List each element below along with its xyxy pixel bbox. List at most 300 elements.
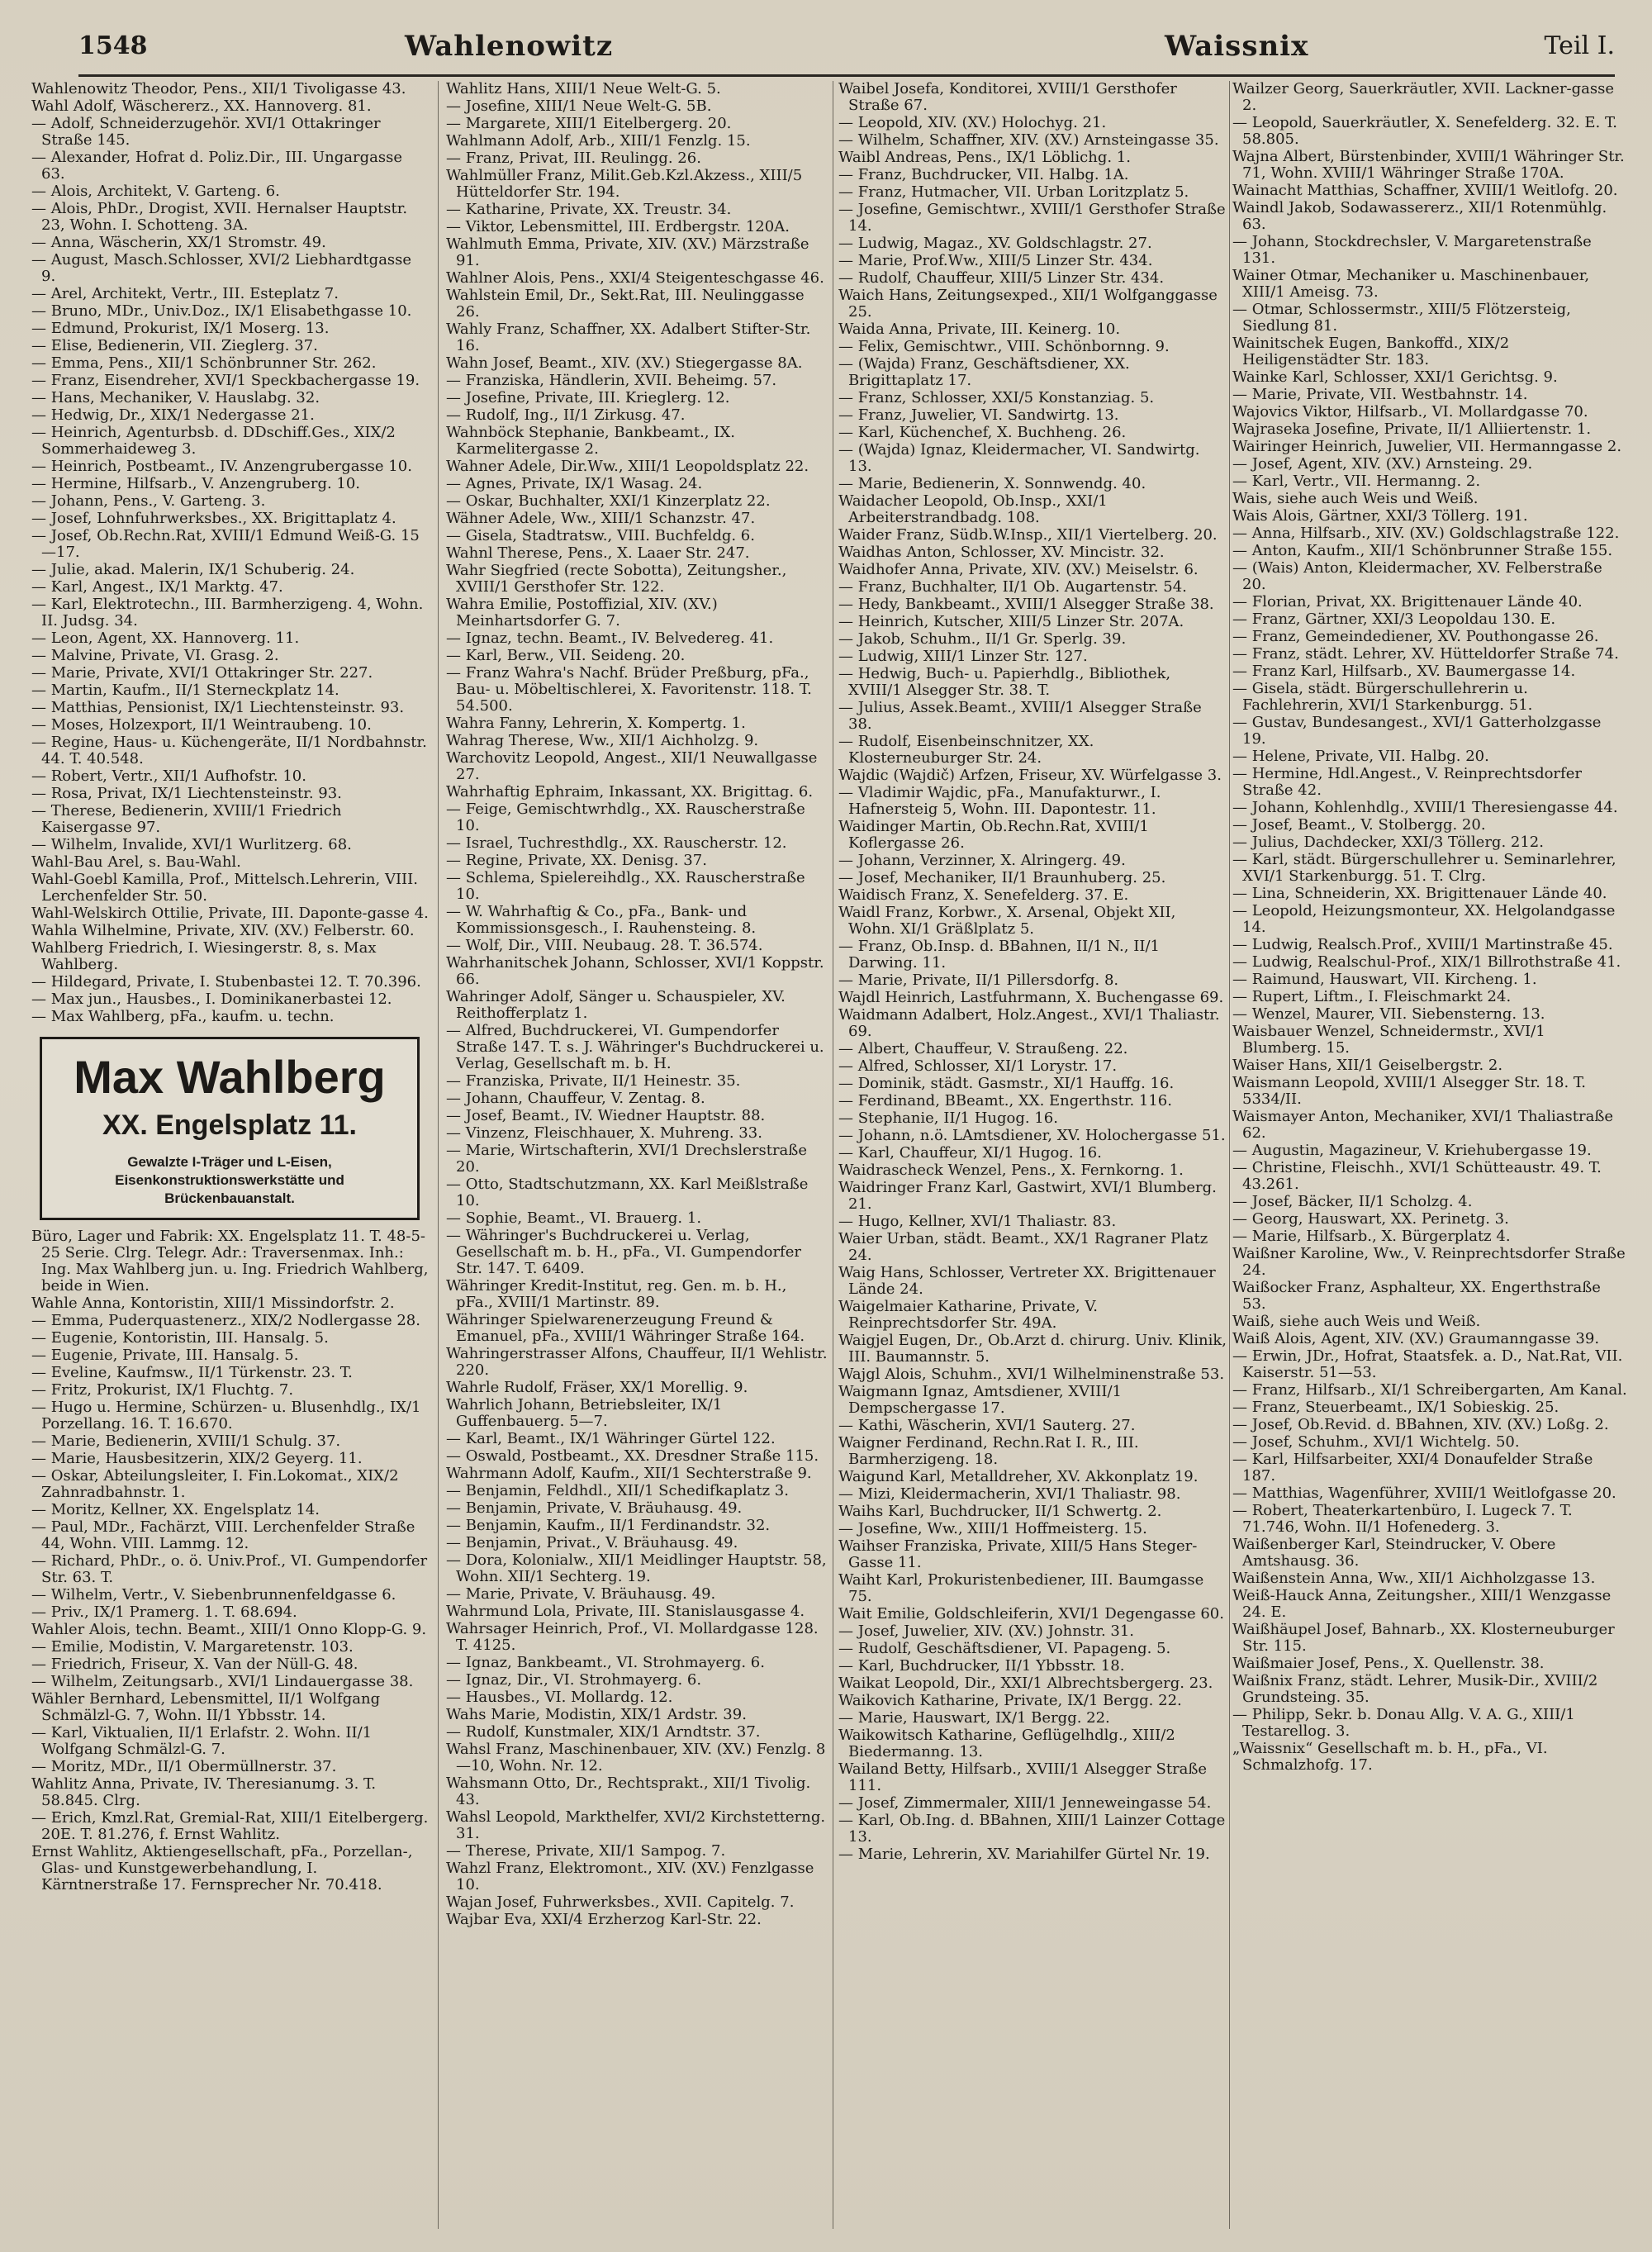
directory-entry: — Franz, Ob.Insp. d. BBahnen, II/1 N., II/1 Darwing. 11. bbox=[838, 938, 1160, 972]
directory-entry: — Leopold, XIV. (XV.) Holochyg. 21. bbox=[838, 114, 1107, 131]
directory-entry: — Hans, Mechaniker, V. Hauslabg. 32. bbox=[31, 389, 320, 406]
directory-entry: Waidacher Leopold, Ob.Insp., XXI/1 Arbeiterstrandbadg. 108. bbox=[838, 492, 1108, 526]
directory-entry: Waidl Franz, Korbwr., X. Arsenal, Objekt XII, Wohn. XI/1 Gräßlplatz 5. bbox=[838, 904, 1176, 938]
directory-entry: — Julius, Dachdecker, XXI/3 Töllerg. 212. bbox=[1232, 834, 1544, 851]
directory-entry: — Währinger's Buchdruckerei u. Verlag, Gesellschaft m. b. H., pFa., VI. Gumpendorfer Str. 147. T. 6409. bbox=[446, 1227, 801, 1277]
directory-entry: Waigund Karl, Metalldreher, XV. Akkonplatz 19. bbox=[838, 1468, 1199, 1485]
directory-entry: — W. Wahrhaftig & Co., pFa., Bank- und Kommissionsgesch., I. Rauhensteing. 8. bbox=[446, 903, 757, 937]
directory-entry: Wainke Karl, Schlosser, XXI/1 Gerichtsg. 9. bbox=[1232, 368, 1558, 386]
directory-entry: — Eugenie, Private, III. Hansalg. 5. bbox=[31, 1347, 299, 1364]
directory-entry: — Josef, Agent, XIV. (XV.) Arnsteing. 29. bbox=[1232, 455, 1533, 473]
directory-entry: — (Wais) Anton, Kleidermacher, XV. Felberstraße 20. bbox=[1232, 559, 1602, 593]
directory-entry: Wahler Alois, techn. Beamt., XIII/1 Onno Klopp-G. 9. bbox=[31, 1621, 427, 1638]
directory-entry: — Israel, Tuchresthdlg., XX. Rauscherstr. 12. bbox=[446, 834, 787, 852]
directory-entry: Wahringerstrasser Alfons, Chauffeur, II/1 Wehlistr. 220. bbox=[446, 1345, 828, 1379]
directory-entry: Waißnix Franz, städt. Lehrer, Musik-Dir., XVIII/2 Grundsteing. 35. bbox=[1232, 1672, 1598, 1706]
directory-entry: — Moses, Holzexport, II/1 Weintraubeng. 10. bbox=[31, 716, 372, 734]
directory-entry: — Katharine, Private, XX. Treustr. 34. bbox=[446, 201, 732, 218]
directory-entry: — Stephanie, II/1 Hugog. 16. bbox=[838, 1109, 1058, 1127]
directory-entry: — Rudolf, Eisenbeinschnitzer, XX. Klosterneuburger Str. 24. bbox=[838, 733, 1094, 767]
directory-entry: Wähler Bernhard, Lebensmittel, II/1 Wolfgang Schmälzl-G. 7, Wohn. II/1 Ybbsstr. 14. bbox=[31, 1690, 381, 1724]
directory-entry: — Ludwig, Magaz., XV. Goldschlagstr. 27. bbox=[838, 235, 1152, 252]
directory-entry: — Franz, Gemeindediener, XV. Pouthongasse 26. bbox=[1232, 628, 1599, 645]
directory-entry: — Albert, Chauffeur, V. Straußeng. 22. bbox=[838, 1040, 1128, 1057]
directory-entry: — Josef, Schuhm., XVI/1 Wichtelg. 50. bbox=[1232, 1433, 1520, 1451]
directory-entry: — Adolf, Schneiderzugehör. XVI/1 Ottakringer Straße 145. bbox=[31, 115, 381, 149]
directory-entry: Waider Franz, Südb.W.Insp., XII/1 Viertelberg. 20. bbox=[838, 526, 1218, 544]
directory-entry: — Karl, Beamt., IX/1 Währinger Gürtel 122. bbox=[446, 1430, 776, 1447]
directory-entry: Wahlmuth Emma, Private, XIV. (XV.) Märzstraße 91. bbox=[446, 235, 809, 269]
directory-entry: — Marie, Private, VII. Westbahnstr. 14. bbox=[1232, 386, 1528, 403]
directory-entry: — Vinzenz, Fleischhauer, X. Muhreng. 33. bbox=[446, 1124, 762, 1142]
directory-entry: Waidisch Franz, X. Senefelderg. 37. E. bbox=[838, 886, 1129, 904]
directory-entry: Warchovitz Leopold, Angest., XII/1 Neuwallgasse 27. bbox=[446, 749, 818, 783]
directory-entry: — Marie, Private, V. Bräuhausg. 49. bbox=[446, 1585, 716, 1603]
directory-entry: Wahl Adolf, Wäschererz., XX. Hannoverg. 81. bbox=[31, 97, 372, 115]
directory-entry: Waißhäupel Josef, Bahnarb., XX. Klosterneuburger Str. 115. bbox=[1232, 1621, 1615, 1655]
directory-entry: — Hedy, Bankbeamt., XVIII/1 Alsegger Straße 38. bbox=[838, 596, 1214, 613]
directory-entry: — Vladimir Wajdic, pFa., Manufakturwr., I. Hafnersteig 5, Wohn. III. Dapontestr. 11. bbox=[838, 784, 1161, 818]
directory-entry: — Franz, Hilfsarb., XI/1 Schreibergarten, Am Kanal. bbox=[1232, 1381, 1627, 1399]
directory-entry: — Wilhelm, Vertr., V. Siebenbrunnenfeldgasse 6. bbox=[31, 1586, 396, 1603]
directory-entry: — Ludwig, XIII/1 Linzer Str. 127. bbox=[838, 648, 1088, 665]
directory-entry: Waidhofer Anna, Private, XIV. (XV.) Meiselstr. 6. bbox=[838, 561, 1199, 578]
directory-entry: Wahn Josef, Beamt., XIV. (XV.) Stiegergasse 8A. bbox=[446, 354, 803, 372]
directory-entry: — Hugo, Kellner, XVI/1 Thaliastr. 83. bbox=[838, 1213, 1117, 1230]
directory-entry: — Oswald, Postbeamt., XX. Dresdner Straße 115. bbox=[446, 1447, 819, 1465]
directory-entry: — (Wajda) Franz, Geschäftsdiener, XX. Brigittaplatz 17. bbox=[838, 355, 1130, 389]
directory-entry: — Wilhelm, Invalide, XVI/1 Wurlitzerg. 68. bbox=[31, 836, 352, 853]
directory-entry: Wahrmann Adolf, Kaufm., XII/1 Sechterstraße 9. bbox=[446, 1465, 812, 1482]
directory-entry: Wahlitz Anna, Private, IV. Theresianumg. 3. T. 58.845. Clrg. bbox=[31, 1775, 377, 1809]
directory-entry: Waißmaier Josef, Pens., X. Quellenstr. 38. bbox=[1232, 1655, 1545, 1672]
directory-entry: — Benjamin, Private, V. Bräuhausg. 49. bbox=[446, 1499, 743, 1517]
directory-entry: — Oskar, Buchhalter, XXI/1 Kinzerplatz 22. bbox=[446, 492, 771, 510]
directory-entry: Wahrlich Johann, Betriebsleiter, IX/1 Guffenbauerg. 5—7. bbox=[446, 1396, 723, 1430]
directory-entry: Wahl-Welskirch Ottilie, Private, III. Daponte-gasse 4. bbox=[31, 905, 429, 922]
directory-entry: Währinger Kredit-Institut, reg. Gen. m. b. H., pFa., XVIII/1 Martinstr. 89. bbox=[446, 1277, 787, 1311]
directory-entry: Wahs Marie, Modistin, XIX/1 Ardstr. 39. bbox=[446, 1706, 747, 1723]
directory-entry: Wahrmund Lola, Private, III. Stanislausgasse 4. bbox=[446, 1603, 805, 1620]
directory-entry: — Heinrich, Kutscher, XIII/5 Linzer Str. 207A. bbox=[838, 613, 1184, 630]
directory-entry: Wahsl Franz, Maschinenbauer, XIV. (XV.) Fenzlg. 8—10, Wohn. Nr. 12. bbox=[446, 1741, 826, 1775]
directory-entry: — Franziska, Private, II/1 Heinestr. 35. bbox=[446, 1072, 741, 1090]
directory-entry: Wahrle Rudolf, Fräser, XX/1 Morellig. 9. bbox=[446, 1379, 748, 1396]
directory-entry: — Otmar, Schlossermstr., XIII/5 Flötzersteig, Siedlung 81. bbox=[1232, 301, 1571, 335]
right-running-head: Waissnix bbox=[1165, 30, 1309, 63]
column-divider bbox=[438, 81, 439, 2229]
directory-entry: — Bruno, MDr., Univ.Doz., IX/1 Elisabethgasse 10. bbox=[31, 302, 412, 320]
advertisement-box bbox=[40, 1037, 420, 1220]
directory-entry: — Helene, Private, VII. Halbg. 20. bbox=[1232, 748, 1489, 765]
directory-entry: — Franz, städt. Lehrer, XV. Hütteldorfer Straße 74. bbox=[1232, 645, 1619, 663]
directory-entry: — Leopold, Heizungsmonteur, XX. Helgolandgasse 14. bbox=[1232, 902, 1616, 936]
directory-entry: — Feige, Gemischtwrhdlg., XX. Rauscherstraße 10. bbox=[446, 801, 805, 834]
directory-entry: — Hildegard, Private, I. Stubenbastei 12. T. 70.396. bbox=[31, 973, 421, 991]
directory-entry: — Regine, Haus- u. Küchengeräte, II/1 Nordbahnstr. 44. T. 40.548. bbox=[31, 734, 427, 767]
directory-entry: Waidinger Martin, Ob.Rechn.Rat, XVIII/1 Koflergasse 26. bbox=[838, 818, 1149, 852]
directory-entry: Wahlner Alois, Pens., XXI/4 Steigenteschgasse 46. bbox=[446, 269, 824, 287]
directory-entry: Wahnl Therese, Pens., X. Laaer Str. 247. bbox=[446, 544, 750, 562]
directory-entry: — Eugenie, Kontoristin, III. Hansalg. 5. bbox=[31, 1329, 329, 1347]
directory-entry: — Christine, Fleischh., XVI/1 Schütteaustr. 49. T. 43.261. bbox=[1232, 1159, 1602, 1193]
directory-entry: Waiß, siehe auch Weis und Weiß. bbox=[1232, 1313, 1481, 1330]
directory-entry: Wahrhaftig Ephraim, Inkassant, XX. Brigittag. 6. bbox=[446, 783, 814, 801]
directory-entry: — Rudolf, Ing., II/1 Zirkusg. 47. bbox=[446, 406, 686, 424]
directory-entry: — Kathi, Wäscherin, XVI/1 Sauterg. 27. bbox=[838, 1417, 1136, 1434]
directory-entry: — Alfred, Schlosser, XI/1 Lorystr. 17. bbox=[838, 1057, 1118, 1075]
directory-entry: Wahra Emilie, Postoffizial, XIV. (XV.) Meinhartsdorfer G. 7. bbox=[446, 596, 718, 630]
directory-entry: — Gisela, Stadtratsw., VIII. Buchfeldg. 6. bbox=[446, 527, 755, 544]
directory-entry: Wais Alois, Gärtner, XXI/3 Töllerg. 191. bbox=[1232, 507, 1528, 525]
directory-entry: — Marie, Bedienerin, X. Sonnwendg. 40. bbox=[838, 475, 1146, 492]
directory-entry: Wajna Albert, Bürstenbinder, XVIII/1 Währinger Str. 71, Wohn. XVIII/1 Währinger Straße 170A. bbox=[1232, 148, 1625, 182]
directory-entry: — Leon, Agent, XX. Hannoverg. 11. bbox=[31, 630, 300, 647]
directory-entry: Waißenstein Anna, Ww., XII/1 Aichholzgasse 13. bbox=[1232, 1570, 1596, 1587]
directory-entry: — Alois, PhDr., Drogist, XVII. Hernalser Hauptstr. 23, Wohn. I. Schotteng. 3A. bbox=[31, 200, 408, 234]
directory-entry: Wahle Anna, Kontoristin, XIII/1 Missindorfstr. 2. bbox=[31, 1295, 395, 1312]
directory-entry: — Wilhelm, Schaffner, XIV. (XV.) Arnsteingasse 35. bbox=[838, 131, 1219, 149]
directory-entry: — Julie, akad. Malerin, IX/1 Schuberig. 24. bbox=[31, 561, 355, 578]
directory-entry: Waisbauer Wenzel, Schneidermstr., XVI/1 Blumberg. 15. bbox=[1232, 1023, 1545, 1057]
directory-entry: — Mizi, Kleidermacherin, XVI/1 Thaliastr. 98. bbox=[838, 1485, 1181, 1503]
directory-entry: — Anton, Kaufm., XII/1 Schönbrunner Straße 155. bbox=[1232, 542, 1613, 559]
directory-entry: — Karl, Buchdrucker, II/1 Ybbsstr. 18. bbox=[838, 1657, 1125, 1675]
directory-entry: — Karl, Viktualien, II/1 Erlafstr. 2. Wohn. II/1 Wolfgang Schmälzl-G. 7. bbox=[31, 1724, 373, 1758]
directory-entry: — Josef, Juwelier, XIV. (XV.) Johnstr. 31. bbox=[838, 1622, 1135, 1640]
directory-entry: Wahl-Bau Arel, s. Bau-Wahl. bbox=[31, 853, 241, 871]
directory-column-4 bbox=[1232, 81, 1627, 2229]
directory-entry: Waismayer Anton, Mechaniker, XVI/1 Thaliastraße 62. bbox=[1232, 1108, 1613, 1142]
directory-entry: — Florian, Privat, XX. Brigittenauer Lände 40. bbox=[1232, 593, 1583, 611]
directory-entry: — Sophie, Beamt., VI. Brauerg. 1. bbox=[446, 1209, 702, 1227]
directory-entry: — August, Masch.Schlosser, XVI/2 Liebhardtgasse 9. bbox=[31, 251, 412, 285]
directory-entry: — Karl, Chauffeur, XI/1 Hugog. 16. bbox=[838, 1144, 1102, 1162]
directory-entry: — Josef, Zimmermaler, XIII/1 Jenneweingasse 54. bbox=[838, 1794, 1212, 1812]
directory-entry: — Franz, Schlosser, XXI/5 Konstanziag. 5. bbox=[838, 389, 1155, 406]
directory-entry: — Marie, Lehrerin, XV. Mariahilfer Gürtel Nr. 19. bbox=[838, 1846, 1210, 1863]
advertiser-name: Max Wahlberg bbox=[74, 1051, 386, 1103]
directory-entry: — Franziska, Händlerin, XVII. Beheimg. 57. bbox=[446, 372, 777, 389]
directory-entry: Wahner Adele, Dir.Ww., XIII/1 Leopoldsplatz 22. bbox=[446, 458, 809, 475]
directory-entry: — Malvine, Private, VI. Grasg. 2. bbox=[31, 647, 279, 664]
column-divider bbox=[1229, 81, 1230, 2229]
directory-entry: Wais, siehe auch Weis und Weiß. bbox=[1232, 490, 1479, 507]
directory-entry: Waigmann Ignaz, Amtsdiener, XVIII/1 Dempschergasse 17. bbox=[838, 1383, 1122, 1417]
directory-entry: — Therese, Private, XII/1 Sampog. 7. bbox=[446, 1842, 726, 1860]
directory-entry: — Karl, Elektrotechn., III. Barmherzigeng. 4, Wohn. II. Judsg. 34. bbox=[31, 596, 424, 630]
directory-entry: — Emma, Puderquastenerz., XIX/2 Nodlergasse 28. bbox=[31, 1312, 420, 1329]
directory-entry: — Anna, Hilfsarb., XIV. (XV.) Goldschlagstraße 122. bbox=[1232, 525, 1620, 542]
directory-entry: — Jakob, Schuhm., II/1 Gr. Sperlg. 39. bbox=[838, 630, 1127, 648]
directory-entry: — Emma, Pens., XII/1 Schönbrunner Str. 262. bbox=[31, 354, 377, 372]
directory-entry: — Ignaz, Dir., VI. Strohmayerg. 6. bbox=[446, 1671, 702, 1689]
directory-entry: — Marie, Private, II/1 Pillersdorfg. 8. bbox=[838, 972, 1119, 989]
directory-entry: — Josef, Ob.Rechn.Rat, XVIII/1 Edmund Weiß-G. 15—17. bbox=[31, 527, 420, 561]
directory-entry: — Ferdinand, BBeamt., XX. Engerthstr. 116. bbox=[838, 1092, 1172, 1109]
directory-entry: — Benjamin, Kaufm., II/1 Ferdinandstr. 32. bbox=[446, 1517, 771, 1534]
directory-entry: Waikovich Katharine, Private, IX/1 Bergg. 22. bbox=[838, 1692, 1182, 1709]
directory-entry: Wahlmann Adolf, Arb., XIII/1 Fenzlg. 15. bbox=[446, 132, 751, 150]
directory-entry: Waig Hans, Schlosser, Vertreter XX. Brigittenauer Lände 24. bbox=[838, 1264, 1216, 1298]
directory-entry: — Moritz, Kellner, XX. Engelsplatz 14. bbox=[31, 1501, 320, 1518]
page-header bbox=[78, 28, 1615, 68]
directory-entry: — Johann, Pens., V. Garteng. 3. bbox=[31, 492, 266, 510]
directory-entry: Waindl Jakob, Sodawassererz., XII/1 Rotenmühlg. 63. bbox=[1232, 199, 1607, 233]
directory-entry: Waidhas Anton, Schlosser, XV. Mincistr. 32. bbox=[838, 544, 1165, 561]
directory-entry: — (Wajda) Ignaz, Kleidermacher, VI. Sandwirtg. 13. bbox=[838, 441, 1200, 475]
directory-entry: Wahsmann Otto, Dr., Rechtsprakt., XII/1 Tivolig. 43. bbox=[446, 1775, 811, 1808]
directory-entry: Wahlmüller Franz, Milit.Geb.Kzl.Akzess., XIII/5 Hütteldorfer Str. 194. bbox=[446, 167, 803, 201]
directory-entry: — Georg, Hauswart, XX. Perinetg. 3. bbox=[1232, 1210, 1509, 1228]
directory-entry: — Lina, Schneiderin, XX. Brigittenauer Lände 40. bbox=[1232, 885, 1607, 902]
directory-entry: — Priv., IX/1 Pramerg. 1. T. 68.694. bbox=[31, 1603, 297, 1621]
directory-entry: — Marie, Hilfsarb., X. Bürgerplatz 4. bbox=[1232, 1228, 1511, 1245]
directory-entry: Wähner Adele, Ww., XIII/1 Schanzstr. 47. bbox=[446, 510, 756, 527]
directory-entry: — Heinrich, Agenturbsb. d. DDschiff.Ges., XIX/2 Sommerhaideweg 3. bbox=[31, 424, 396, 458]
directory-entry: — Hedwig, Dr., XIX/1 Nedergasse 21. bbox=[31, 406, 315, 424]
directory-entry: — Hermine, Hilfsarb., V. Anzengruberg. 10. bbox=[31, 475, 361, 492]
directory-entry: Waigner Ferdinand, Rechn.Rat I. R., III. Barmherzigeng. 18. bbox=[838, 1434, 1139, 1468]
directory-entry: — Max jun., Hausbes., I. Dominikanerbastei 12. bbox=[31, 991, 392, 1008]
directory-entry: — Karl, Vertr., VII. Hermanng. 2. bbox=[1232, 473, 1481, 490]
directory-entry: — Rudolf, Chauffeur, XIII/5 Linzer Str. 434. bbox=[838, 269, 1165, 287]
directory-entry: Währinger Spielwarenerzeugung Freund & Emanuel, pFa., XVIII/1 Währinger Straße 164. bbox=[446, 1311, 805, 1345]
directory-entry: — Martin, Kaufm., II/1 Sterneckplatz 14. bbox=[31, 682, 339, 699]
directory-column-1 bbox=[31, 81, 430, 2229]
directory-entry: — Franz, Buchdrucker, VII. Halbg. 1A. bbox=[838, 166, 1129, 183]
directory-entry: Waikowitsch Katharine, Geflügelhdlg., XIII/2 Biedermanng. 13. bbox=[838, 1727, 1175, 1760]
directory-entry: — Matthias, Wagenführer, XVIII/1 Weitlofgasse 20. bbox=[1232, 1485, 1616, 1502]
directory-entry: Wahringer Adolf, Sänger u. Schauspieler, XV. Reithofferplatz 1. bbox=[446, 988, 786, 1022]
directory-entry: — Josef, Lohnfuhrwerksbes., XX. Brigittaplatz 4. bbox=[31, 510, 396, 527]
directory-entry: — Marie, Hausbesitzerin, XIX/2 Geyerg. 11. bbox=[31, 1450, 363, 1467]
directory-entry: — Ludwig, Realsch.Prof., XVIII/1 Martinstraße 45. bbox=[1232, 936, 1613, 953]
directory-entry: — Franz, Hutmacher, VII. Urban Loritzplatz 5. bbox=[838, 183, 1189, 201]
advertiser-address: XX. Engelsplatz 11. bbox=[102, 1109, 357, 1141]
directory-entry: — Karl, Angest., IX/1 Marktg. 47. bbox=[31, 578, 283, 596]
header-rule bbox=[78, 74, 1615, 77]
directory-entry: — Josefine, XIII/1 Neue Welt-G. 5B. bbox=[446, 97, 712, 115]
directory-entry: Wailzer Georg, Sauerkräutler, XVII. Lackner-gasse 2. bbox=[1232, 81, 1615, 114]
directory-entry: — Max Wahlberg, pFa., kaufm. u. techn. bbox=[31, 1008, 335, 1025]
directory-entry: — Gisela, städt. Bürgerschullehrerin u. Fachlehrerin, XVI/1 Starkenburgg. 51. bbox=[1232, 680, 1533, 714]
left-running-head: Wahlenowitz bbox=[405, 30, 614, 63]
directory-entry: — Josefine, Ww., XIII/1 Hoffmeisterg. 15. bbox=[838, 1520, 1147, 1537]
directory-entry: Waida Anna, Private, III. Keinerg. 10. bbox=[838, 321, 1121, 338]
directory-entry: — Robert, Vertr., XII/1 Aufhofstr. 10. bbox=[31, 767, 306, 785]
advertiser-description: Gewalzte I-Träger und L-Eisen, Eisenkonstruktionswerkstätte und Brückenbauanstalt. bbox=[115, 1154, 344, 1206]
directory-entry: Waidringer Franz Karl, Gastwirt, XVI/1 Blumberg. 21. bbox=[838, 1179, 1217, 1213]
directory-entry: — Josef, Ob.Revid. d. BBahnen, XIV. (XV.) Loßg. 2. bbox=[1232, 1416, 1609, 1433]
directory-entry: — Raimund, Hauswart, VII. Kircheng. 1. bbox=[1232, 971, 1537, 988]
directory-entry: — Franz, Eisendreher, XVI/1 Speckbachergasse 19. bbox=[31, 372, 420, 389]
directory-entry: — Johann, Chauffeur, V. Zentag. 8. bbox=[446, 1090, 705, 1107]
directory-entry: — Ignaz, techn. Beamt., IV. Belvedereg. 41. bbox=[446, 630, 774, 647]
directory-entry: — Rudolf, Kunstmaler, XIX/1 Arndtstr. 37. bbox=[446, 1723, 761, 1741]
directory-entry: — Hugo u. Hermine, Schürzen- u. Blusenhdlg., IX/1 Porzellang. 16. T. 16.670. bbox=[31, 1399, 421, 1432]
directory-entry: — Fritz, Prokurist, IX/1 Fluchtg. 7. bbox=[31, 1381, 294, 1399]
directory-entry: — Franz, Steuerbeamt., IX/1 Sobieskig. 25. bbox=[1232, 1399, 1559, 1416]
directory-entry: — Karl, Küchenchef, X. Buchheng. 26. bbox=[838, 424, 1127, 441]
directory-entry: — Arel, Architekt, Vertr., III. Esteplatz 7. bbox=[31, 285, 339, 302]
directory-entry: Waigelmaier Katharine, Private, V. Reinprechtsdorfer Str. 49A. bbox=[838, 1298, 1098, 1332]
directory-entry: Waihs Karl, Buchdrucker, II/1 Schwertg. 2. bbox=[838, 1503, 1162, 1520]
directory-entry: — Johann, Kohlenhdlg., XVIII/1 Theresiengasse 44. bbox=[1232, 799, 1618, 816]
directory-entry: Waidrascheck Wenzel, Pens., X. Fernkorng. 1. bbox=[838, 1162, 1184, 1179]
directory-entry: — Hermine, Hdl.Angest., V. Reinprechtsdorfer Straße 42. bbox=[1232, 765, 1582, 799]
directory-entry: — Josefine, Private, III. Krieglerg. 12. bbox=[446, 389, 730, 406]
directory-entry: — Benjamin, Feldhdl., XII/1 Schedifkaplatz 3. bbox=[446, 1482, 789, 1499]
directory-entry: — Marie, Prof.Ww., XIII/5 Linzer Str. 434. bbox=[838, 252, 1153, 269]
directory-entry: Wahra Fanny, Lehrerin, X. Kompertg. 1. bbox=[446, 715, 746, 732]
directory-entry: — Robert, Theaterkartenbüro, I. Lugeck 7. T. 71.746, Wohn. II/1 Hofenederg. 3. bbox=[1232, 1502, 1573, 1536]
directory-entry: — Dominik, städt. Gasmstr., XI/1 Hauffg. 16. bbox=[838, 1075, 1175, 1092]
directory-entry: Wahr Siegfried (recte Sobotta), Zeitungsher., XVIII/1 Gersthofer Str. 122. bbox=[446, 562, 787, 596]
directory-entry: Waigjel Eugen, Dr., Ob.Arzt d. chirurg. Univ. Klinik, III. Baumannstr. 5. bbox=[838, 1332, 1227, 1366]
directory-entry: — Matthias, Pensionist, IX/1 Liechtensteinstr. 93. bbox=[31, 699, 405, 716]
directory-entry: — Karl, Ob.Ing. d. BBahnen, XIII/1 Lainzer Cottage 13. bbox=[838, 1812, 1226, 1846]
directory-entry: — Rupert, Liftm., I. Fleischmarkt 24. bbox=[1232, 988, 1512, 1005]
directory-entry: — Franz, Privat, III. Reulingg. 26. bbox=[446, 150, 701, 167]
directory-entry: — Edmund, Prokurist, IX/1 Moserg. 13. bbox=[31, 320, 330, 337]
directory-entry: Wajan Josef, Fuhrwerksbes., XVII. Capitelg. 7. bbox=[446, 1893, 795, 1911]
directory-entry: Waibl Andreas, Pens., IX/1 Löblichg. 1. bbox=[838, 149, 1131, 166]
directory-entry: — Moritz, MDr., II/1 Obermüllnerstr. 37. bbox=[31, 1758, 337, 1775]
directory-entry: Büro, Lager und Fabrik: XX. Engelsplatz 11. T. 48-5-25 Serie. Clrg. Telegr. Adr.: Traversenmax. Inh.: Ing. Max Wahlberg jun. u. Ing. Friedrich Wahlberg, beide in Wien. bbox=[31, 1228, 429, 1295]
directory-entry: — Dora, Kolonialw., XII/1 Meidlinger Hauptstr. 58, Wohn. XII/1 Sechterg. 19. bbox=[446, 1551, 827, 1585]
directory-entry: — Erwin, JDr., Hofrat, Staatsfek. a. D., Nat.Rat, VII. Kaiserstr. 51—53. bbox=[1232, 1347, 1623, 1381]
directory-entry: Wahlstein Emil, Dr., Sekt.Rat, III. Neulinggasse 26. bbox=[446, 287, 805, 321]
directory-entry: — Josef, Mechaniker, II/1 Braunhuberg. 25. bbox=[838, 869, 1166, 886]
page-number: 1548 bbox=[78, 31, 148, 60]
directory-entry: — Franz, Gärtner, XXI/3 Leopoldau 130. E. bbox=[1232, 611, 1556, 628]
directory-entry: — Viktor, Lebensmittel, III. Erdbergstr. 120A. bbox=[446, 218, 790, 235]
directory-entry: — Therese, Bedienerin, XVIII/1 Friedrich Kaisergasse 97. bbox=[31, 802, 342, 836]
directory-entry: — Benjamin, Privat., V. Bräuhausg. 49. bbox=[446, 1534, 738, 1551]
directory-entry: Wahsl Leopold, Markthelfer, XVI/2 Kirchstetterng. 31. bbox=[446, 1808, 826, 1842]
directory-entry: — Anna, Wäscherin, XX/1 Stromstr. 49. bbox=[31, 234, 326, 251]
directory-entry: — Wilhelm, Zeitungsarb., XVI/1 Lindauergasse 38. bbox=[31, 1673, 414, 1690]
directory-entry: — Alfred, Buchdruckerei, VI. Gumpendorfer Straße 147. T. s. J. Währinger's Buchdruckerei u. Verlag, Gesellschaft m. b. H. bbox=[446, 1022, 824, 1072]
directory-entry: Wailand Betty, Hilfsarb., XVIII/1 Alsegger Straße 111. bbox=[838, 1760, 1208, 1794]
directory-entry: — Felix, Gemischtwr., VIII. Schönbornng. 9. bbox=[838, 338, 1170, 355]
directory-entry: — Karl, Berw., VII. Seideng. 20. bbox=[446, 647, 686, 664]
directory-entry: Waißner Karoline, Ww., V. Reinprechtsdorfer Straße 24. bbox=[1232, 1245, 1626, 1279]
directory-entry: — Eveline, Kaufmsw., II/1 Türkenstr. 23. T. bbox=[31, 1364, 353, 1381]
directory-entry: — Gustav, Bundesangest., XVI/1 Gatterholzgasse 19. bbox=[1232, 714, 1602, 748]
directory-entry: Waikat Leopold, Dir., XXI/1 Albrechtsbergerg. 23. bbox=[838, 1675, 1213, 1692]
directory-entry: — Josefine, Gemischtwr., XVIII/1 Gersthofer Straße 14. bbox=[838, 201, 1226, 235]
directory-entry: — Hausbes., VI. Mollardg. 12. bbox=[446, 1689, 673, 1706]
directory-entry: Wajbar Eva, XXI/4 Erzherzog Karl-Str. 22. bbox=[446, 1911, 762, 1928]
directory-entry: Waißocker Franz, Asphalteur, XX. Engerthstraße 53. bbox=[1232, 1279, 1601, 1313]
directory-entry: Wahlenowitz Theodor, Pens., XII/1 Tivoligasse 43. bbox=[31, 81, 406, 97]
directory-entry: Wahl-Goebl Kamilla, Prof., Mittelsch.Lehrerin, VIII. Lerchenfelder Str. 50. bbox=[31, 871, 418, 905]
directory-entry: Wajdl Heinrich, Lastfuhrmann, X. Buchengasse 69. bbox=[838, 989, 1224, 1006]
directory-entry: Waidmann Adalbert, Holz.Angest., XVI/1 Thaliastr. 69. bbox=[838, 1006, 1220, 1040]
directory-entry: Waißenberger Karl, Steindrucker, V. Obere Amtshausg. 36. bbox=[1232, 1536, 1556, 1570]
directory-entry: — Marie, Bedienerin, XVIII/1 Schulg. 37. bbox=[31, 1432, 341, 1450]
directory-entry: Waiß Alois, Agent, XIV. (XV.) Graumanngasse 39. bbox=[1232, 1330, 1600, 1347]
directory-entry: — Heinrich, Postbeamt., IV. Anzengrubergasse 10. bbox=[31, 458, 412, 475]
directory-entry: — Philipp, Sekr. b. Donau Allg. V. A. G., XIII/1 Testarellog. 3. bbox=[1232, 1706, 1575, 1740]
directory-entry: — Leopold, Sauerkräutler, X. Senefelderg. 32. E. T. 58.805. bbox=[1232, 114, 1618, 148]
directory-entry: Waier Urban, städt. Beamt., XX/1 Ragraner Platz 24. bbox=[838, 1230, 1208, 1264]
directory-entry: — Oskar, Abteilungsleiter, I. Fin.Lokomat., XIX/2 Zahnradbahnstr. 1. bbox=[31, 1467, 399, 1501]
directory-entry: Wahrhanitschek Johann, Schlosser, XVI/1 Koppstr. 66. bbox=[446, 954, 824, 988]
part-label: Teil I. bbox=[1544, 31, 1615, 60]
directory-entry: — Paul, MDr., Fachärzt, VIII. Lerchenfelder Straße 44, Wohn. VIII. Lammg. 12. bbox=[31, 1518, 415, 1552]
directory-entry: — Franz, Juwelier, VI. Sandwirtg. 13. bbox=[838, 406, 1119, 424]
directory-entry: Wainacht Matthias, Schaffner, XVIII/1 Weitlofg. 20. bbox=[1232, 182, 1618, 199]
directory-entry: — Wenzel, Maurer, VII. Siebensterng. 13. bbox=[1232, 1005, 1545, 1023]
directory-entry: — Ludwig, Realschul-Prof., XIX/1 Billrothstraße 41. bbox=[1232, 953, 1621, 971]
directory-entry: — Josef, Bäcker, II/1 Scholzg. 4. bbox=[1232, 1193, 1473, 1210]
directory-entry: — Schlema, Spielereihdlg., XX. Rauscherstraße 10. bbox=[446, 869, 805, 903]
directory-entry: — Hedwig, Buch- u. Papierhdlg., Bibliothek, XVIII/1 Alsegger Str. 38. T. bbox=[838, 665, 1171, 699]
directory-entry: Wajdic (Wajdič) Arfzen, Friseur, XV. Würfelgasse 3. bbox=[838, 767, 1222, 784]
directory-column-2 bbox=[446, 81, 828, 2229]
directory-entry: — Wolf, Dir., VIII. Neubaug. 28. T. 36.574. bbox=[446, 937, 763, 954]
directory-entry: Waiser Hans, XII/1 Geiselbergstr. 2. bbox=[1232, 1057, 1503, 1074]
directory-entry: Wahla Wilhelmine, Private, XIV. (XV.) Felberstr. 60. bbox=[31, 922, 415, 939]
directory-entry: Wahrsager Heinrich, Prof., VI. Mollardgasse 128. T. 4125. bbox=[446, 1620, 819, 1654]
directory-entry: Wahlitz Hans, XIII/1 Neue Welt-G. 5. bbox=[446, 81, 721, 97]
directory-entry: — Elise, Bedienerin, VII. Zieglerg. 37. bbox=[31, 337, 318, 354]
directory-entry: Wahly Franz, Schaffner, XX. Adalbert Stifter-Str. 16. bbox=[446, 321, 811, 354]
directory-entry: Wahzl Franz, Elektromont., XIV. (XV.) Fenzlgasse 10. bbox=[446, 1860, 814, 1893]
directory-entry: — Josef, Beamt., IV. Wiedner Hauptstr. 88. bbox=[446, 1107, 766, 1124]
directory-entry: Waiht Karl, Prokuristenbediener, III. Baumgasse 75. bbox=[838, 1571, 1204, 1605]
directory-entry: — Rosa, Privat, IX/1 Liechtensteinstr. 93. bbox=[31, 785, 342, 802]
directory-entry: — Margarete, XIII/1 Eitelbergerg. 20. bbox=[446, 115, 732, 132]
directory-entry: — Franz Karl, Hilfsarb., XV. Baumergasse 14. bbox=[1232, 663, 1576, 680]
directory-entry: Wait Emilie, Goldschleiferin, XVI/1 Degengasse 60. bbox=[838, 1605, 1224, 1622]
directory-entry: — Alois, Architekt, V. Garteng. 6. bbox=[31, 183, 280, 200]
directory-entry: Ernst Wahlitz, Aktiengesellschaft, pFa., Porzellan-, Glas- und Kunstgewerbehandlung, I. Kärntnerstraße 17. Fernsprecher Nr. 70.418. bbox=[31, 1843, 413, 1893]
directory-entry: — Erich, Kmzl.Rat, Gremial-Rat, XIII/1 Eitelbergerg. 20E. T. 81.276, f. Ernst Wahlitz. bbox=[31, 1809, 429, 1843]
directory-entry: — Johann, Stockdrechsler, V. Margaretenstraße 131. bbox=[1232, 233, 1592, 267]
directory-entry: — Marie, Private, XVI/1 Ottakringer Str. 227. bbox=[31, 664, 373, 682]
directory-entry: Wajovics Viktor, Hilfsarb., VI. Mollardgasse 70. bbox=[1232, 403, 1588, 420]
directory-entry: — Josef, Beamt., V. Stolbergg. 20. bbox=[1232, 816, 1486, 834]
directory-entry: — Emilie, Modistin, V. Margaretenstr. 103. bbox=[31, 1638, 354, 1656]
directory-entry: — Augustin, Magazineur, V. Kriehubergasse 19. bbox=[1232, 1142, 1592, 1159]
directory-entry: Waihser Franziska, Private, XIII/5 Hans Steger-Gasse 11. bbox=[838, 1537, 1198, 1571]
directory-entry: — Marie, Wirtschafterin, XVI/1 Drechslerstraße 20. bbox=[446, 1142, 807, 1176]
directory-entry: — Otto, Stadtschutzmann, XX. Karl Meißlstraße 10. bbox=[446, 1176, 809, 1209]
directory-entry: Wahrag Therese, Ww., XII/1 Aichholzg. 9. bbox=[446, 732, 759, 749]
directory-entry: „Waissnix“ Gesellschaft m. b. H., pFa., VI. Schmalzhofg. 17. bbox=[1232, 1740, 1548, 1774]
directory-entry: — Alexander, Hofrat d. Poliz.Dir., III. Ungargasse 63. bbox=[31, 149, 402, 183]
directory-entry: — Friedrich, Friseur, X. Van der Nüll-G. 48. bbox=[31, 1656, 358, 1673]
directory-entry: — Johann, n.ö. LAmtsdiener, XV. Holochergasse 51. bbox=[838, 1127, 1226, 1144]
directory-column-3 bbox=[838, 81, 1227, 2229]
directory-entry: — Regine, Private, XX. Denisg. 37. bbox=[446, 852, 707, 869]
directory-entry: — Ignaz, Bankbeamt., VI. Strohmayerg. 6. bbox=[446, 1654, 765, 1671]
directory-entry: — Johann, Verzinner, X. Alringerg. 49. bbox=[838, 852, 1126, 869]
directory-entry: Wairinger Heinrich, Juwelier, VII. Hermanngasse 2. bbox=[1232, 438, 1622, 455]
directory-entry: — Franz Wahra's Nachf. Brüder Preßburg, pFa., Bau- u. Möbeltischlerei, X. Favoritenstr. 118. T. 54.500. bbox=[446, 664, 812, 715]
directory-entry: — Karl, Hilfsarbeiter, XXI/4 Donaufelder Straße 187. bbox=[1232, 1451, 1593, 1485]
directory-entry: — Marie, Hauswart, IX/1 Bergg. 22. bbox=[838, 1709, 1110, 1727]
directory-entry: — Richard, PhDr., o. ö. Univ.Prof., VI. Gumpendorfer Str. 63. T. bbox=[31, 1552, 428, 1586]
directory-entry: Waich Hans, Zeitungsexped., XII/1 Wolfganggasse 25. bbox=[838, 287, 1218, 321]
directory-entry: — Karl, städt. Bürgerschullehrer u. Seminarlehrer, XVI/1 Starkenburgg. 51. T. Clrg. bbox=[1232, 851, 1616, 885]
directory-entry: Waismann Leopold, XVIII/1 Alsegger Str. 18. T. 5334/II. bbox=[1232, 1074, 1587, 1108]
directory-entry: Wainer Otmar, Mechaniker u. Maschinenbauer, XIII/1 Ameisg. 73. bbox=[1232, 267, 1590, 301]
